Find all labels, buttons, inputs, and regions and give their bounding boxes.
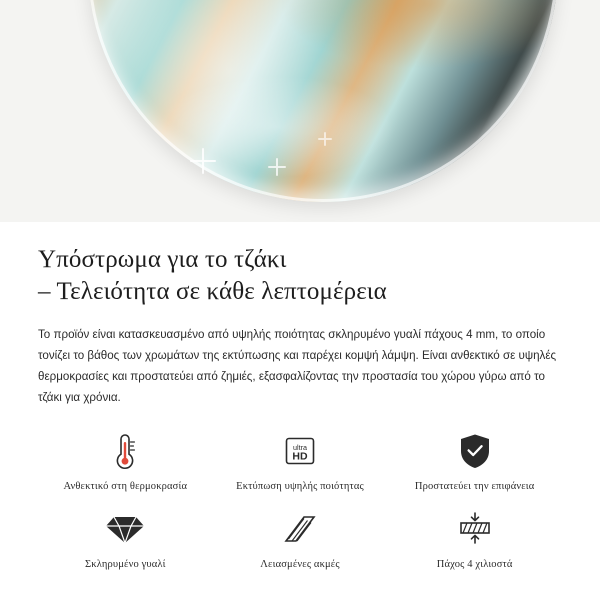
description-text: Το προϊόν είναι κατασκευασμένο από υψηλής ποιότητας σκληρυμένο γυαλί πάχους 4 mm, το οποίο τονίζει το βάθος των χρωμάτων της εκτύπωσης και παρέχει κομψή λάμψη. Είναι ανθεκτικό σε υψηλές θερμοκρασίες και προστατεύει από ζημιές, εξασφαλίζοντας την προστασία του χώρου γύρω από το τζάκι για χρόνια. [38,328,557,405]
feature-item-thickness [387,508,562,570]
hero-image [0,0,600,222]
headline-line-1: Υπόστρωμα για το τζάκι [38,246,287,273]
headline-line-2: – Τελειότητα σε κάθε λεπτομέρεια [38,278,387,305]
marble-plate-image [88,0,558,202]
feature-label: Πάχος 4 χιλιοστά [436,559,513,571]
content-area [0,222,600,570]
page-title [38,222,562,308]
feature-label: Ανθεκτικό στη θερμοκρασία [63,481,188,493]
thickness-icon [454,508,496,550]
feature-item-print-quality [213,430,388,492]
feature-label: Σκληρυμένο γυαλί [85,559,166,571]
thermometer-icon [108,430,142,472]
feature-item-temperature-resistant [38,430,213,492]
svg-text:HD: HD [292,450,308,463]
feature-item-polished-edges [213,508,388,570]
diamond-icon [104,508,146,550]
feature-label: Προστατεύει την επιφάνεια [414,481,535,493]
svg-text:ultra: ultra [292,443,307,453]
ultra-hd-icon [280,430,320,472]
shield-check-icon [456,430,494,472]
feature-item-tempered-glass [38,508,213,570]
feature-label: Εκτύπωση υψηλής ποιότητας [236,481,364,493]
feature-list [38,430,562,570]
feature-label: Λειασμένες ακμές [260,559,340,571]
polished-edges-icon [280,508,320,550]
feature-item-surface-protection [387,430,562,492]
